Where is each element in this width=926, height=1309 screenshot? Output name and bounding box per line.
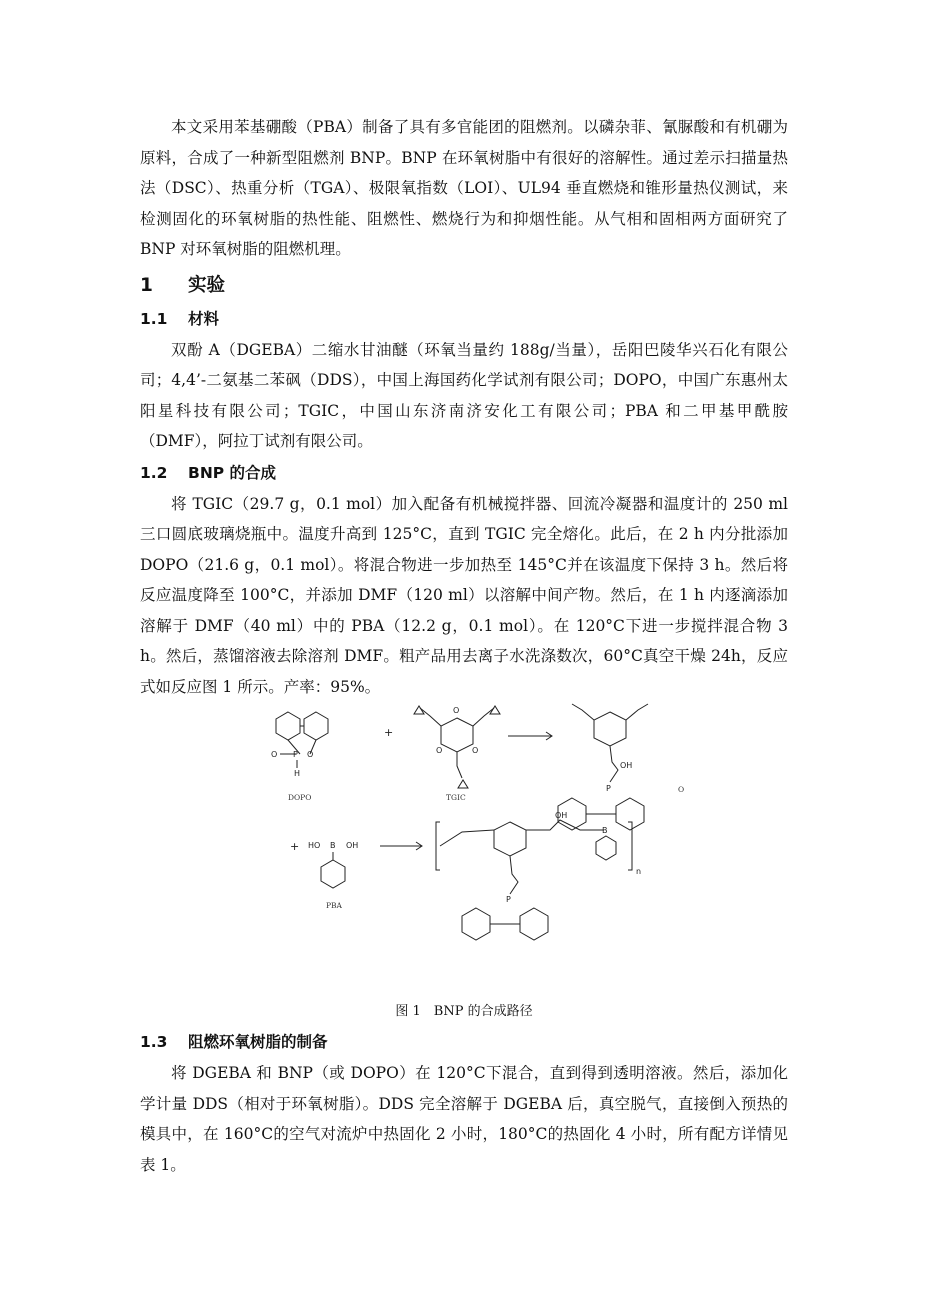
dopo-o-atom: O (271, 750, 278, 759)
intro-paragraph: 本文采用苯基硼酸（PBA）制备了具有多官能团的阻燃剂。以磷杂菲、氰脲酸和有机硼为原料，合成了一种新型阻燃剂 BNP。BNP 在环氧树脂中有很好的溶解性。通过差示扫描量热法（DSC）、热重分析（TGA）、极限氧指数（LOI）、UL94 垂直燃烧和锥形量热仪测试，来检测固化的环氧树脂的热性能、阻燃性、燃烧行为和抑烟性能。从气相和固相两方面研究了 BNP 对环氧树脂的阻燃机理。 (140, 118, 788, 258)
materials-paragraph: 双酚 A（DGEBA）二缩水甘油醚（环氧当量约 188g/当量），岳阳巴陵华兴石化有限公司；4,4’-二氨基二苯砜（DDS），中国上海国药化学试剂有限公司；DOPO，中国广东惠州太阳星科技有限公司；TGIC，中国山东济南济安化工有限公司；PBA 和二甲基甲酰胺（DMF），阿拉丁试剂有限公司。 (140, 340, 788, 450)
synthesis-paragraph: 将 TGIC（29.7 g，0.1 mol）加入配备有机械搅拌器、回流冷凝器和温度计的 250 ml 三口圆底玻璃烧瓶中。温度升高到 125°C，直到 TGIC 完全熔化。此后，在 2 h 内分批添加 DOPO（21.6 g，0.1 mol）。将混合物进一步加热至 145°C并在该温度下保持 3 h。然后将反应温度降至 100°C，并添加 DMF（120 ml）以溶解中间产物。然后，在 1 h 内逐滴添加溶解于 DMF（40 ml）中的 PBA（12.2 g，0.1 mol）。在 120°C下进一步搅拌混合物 3 h。然后，蒸馏溶液去除溶剂 DMF。粗产品用去离子水洗涤数次，60°C真空干燥 24h，反应式如反应图 1 所示。产率：95%。 (140, 494, 788, 696)
tgic-label: TGIC (446, 793, 466, 802)
section-1-2-title: BNP 的合成 (188, 463, 277, 482)
synthesis-scheme-figure (140, 702, 788, 1000)
tgic-o-right: O (472, 746, 479, 755)
plus-sign-2: + (290, 840, 300, 853)
plus-sign-1: + (384, 726, 394, 739)
page-body (140, 112, 788, 1180)
section-1-1-heading (140, 305, 788, 333)
bnp-n-subscript: n (636, 867, 642, 876)
intermediate-oh: OH (620, 761, 633, 770)
section-1-1-title: 材料 (188, 309, 220, 328)
tgic-o-top: O (453, 706, 460, 715)
bnp-p-atom: P (506, 895, 511, 904)
tgic-o-left: O (436, 746, 443, 755)
dopo-p-atom: P (293, 750, 298, 759)
bnp-b-atom: B (602, 826, 608, 835)
section-1-2-heading (140, 459, 788, 487)
pba-structure (308, 841, 358, 910)
section-1-2-number: 1.2 (140, 463, 168, 482)
section-1-3-number: 1.3 (140, 1033, 168, 1051)
pba-label: PBA (326, 901, 342, 910)
section-1-number: 1 (140, 274, 153, 296)
pba-ho: HO (308, 841, 321, 850)
bnp-polymer-structure (436, 811, 641, 940)
reaction-scheme (140, 702, 788, 1000)
dopo-h-atom: H (294, 769, 301, 778)
dopo-label: DOPO (288, 793, 312, 802)
section-1-3-heading (140, 1028, 788, 1056)
dopo-ring-o-atom: O (307, 750, 314, 759)
section-1-title: 实验 (188, 274, 226, 296)
pba-oh: OH (346, 841, 359, 850)
pba-b-atom: B (330, 841, 336, 850)
bnp-oh: OH (555, 811, 568, 820)
intermediate-p-o: O (678, 785, 685, 794)
preparation-paragraph: 将 DGEBA 和 BNP（或 DOPO）在 120°C下混合，直到得到透明溶液。然后，添加化学计量 DDS（相对于环氧树脂）。DDS 完全溶解于 DGEBA 后，真空脱气，直接倒入预热的模具中，在 160°C的空气对流炉中热固化 2 小时，180°C的热固化 4 小时，所有配方详情见表 1。 (140, 1064, 788, 1174)
intermediate-structure (558, 704, 684, 830)
section-1-1-number: 1.1 (140, 309, 168, 328)
tgic-structure (414, 706, 500, 802)
figure-1-caption: 图 1 BNP 的合成路径 (395, 1004, 533, 1019)
dopo-structure (271, 712, 328, 802)
section-1-heading (140, 271, 788, 301)
section-1-3-title: 阻燃环氧树脂的制备 (188, 1033, 328, 1051)
intermediate-p-atom: P (606, 784, 611, 793)
